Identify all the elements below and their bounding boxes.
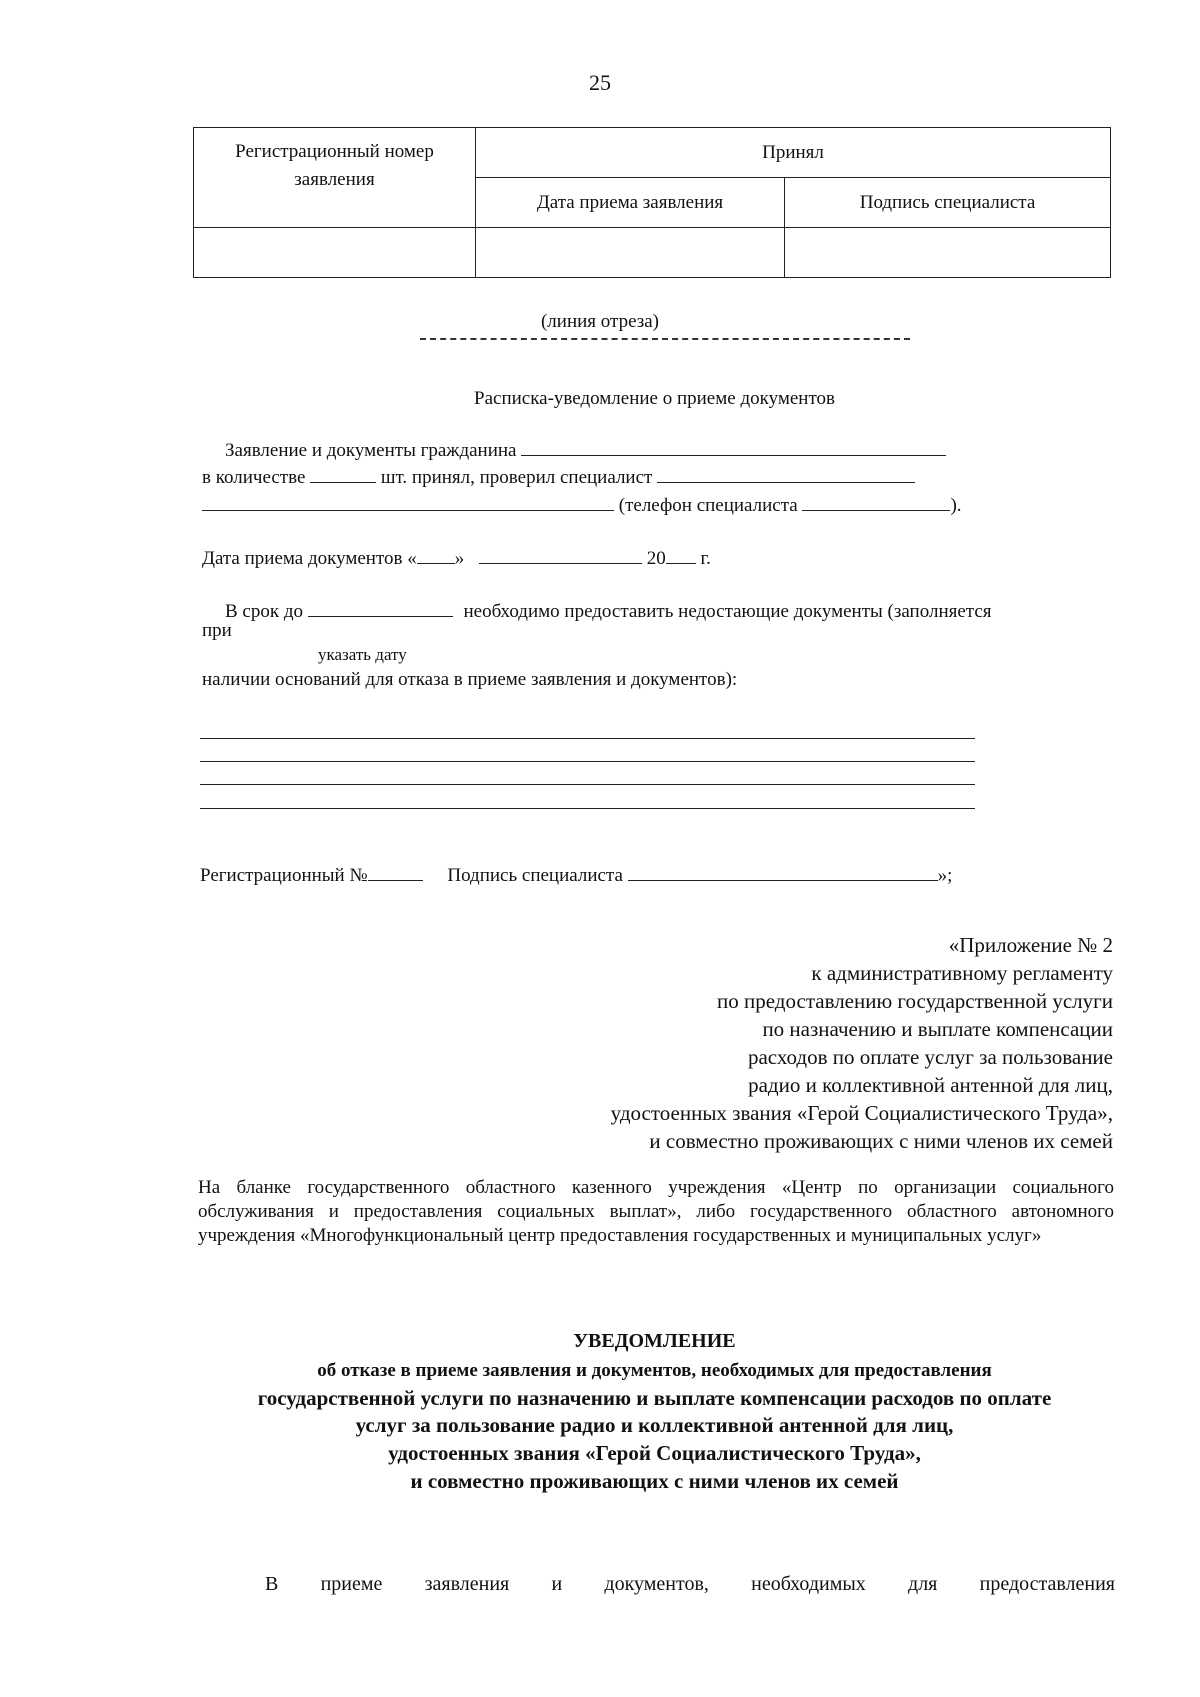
signature-field[interactable] bbox=[628, 862, 938, 881]
missing-docs-line-1[interactable] bbox=[200, 738, 975, 739]
deadline-line bbox=[225, 598, 992, 623]
deadline-hint: указать дату bbox=[318, 645, 407, 664]
notice-line: об отказе в приеме заявления и документов, необходимых для предоставления bbox=[317, 1360, 992, 1381]
signature-line bbox=[200, 862, 952, 887]
appendix-line: расходов по оплате услуг за пользование bbox=[747, 1045, 1113, 1069]
receipt-line-quantity bbox=[202, 464, 915, 489]
appendix-line: и совместно проживающих с ними членов их семей bbox=[649, 1129, 1113, 1153]
table-cell-specialist-signature[interactable] bbox=[785, 228, 1111, 278]
year-field[interactable] bbox=[666, 545, 696, 564]
receipt-title: Расписка-уведомление о приеме документов bbox=[474, 388, 835, 409]
table-header-accepted: Принял bbox=[476, 128, 1111, 178]
date-label: Дата приема документов « bbox=[202, 548, 417, 569]
notice-line: услуг за пользование радио и коллективной антенной для лиц, bbox=[355, 1413, 954, 1437]
citizen-name-field[interactable] bbox=[521, 437, 946, 456]
appendix-line: по предоставлению государственной услуги bbox=[717, 989, 1113, 1013]
phone-close: ). bbox=[950, 495, 962, 516]
date-quote-close: » bbox=[454, 548, 465, 569]
page-number: 25 bbox=[589, 70, 611, 95]
deadline-reason: наличии оснований для отказа в приеме заявления и документов): bbox=[202, 669, 738, 690]
table-header-receipt-date: Дата приема заявления bbox=[476, 178, 785, 228]
appendix-block bbox=[611, 931, 1113, 1155]
signature-label: Подпись специалиста bbox=[447, 865, 623, 886]
receipt-line-phone bbox=[202, 492, 962, 517]
deadline-text: необходимо предоставить недостающие документы (заполняется bbox=[463, 601, 992, 622]
checked-by-label: шт. принял, проверил специалист bbox=[380, 467, 653, 488]
notice-line: государственной услуги по назначению и выплате компенсации расходов по оплате bbox=[257, 1386, 1052, 1410]
notice-line: удостоенных звания «Герой Социалистического Труда», bbox=[388, 1441, 921, 1465]
specialist-name-field[interactable] bbox=[657, 464, 915, 483]
missing-docs-line-2[interactable] bbox=[200, 761, 975, 762]
cut-line bbox=[420, 338, 910, 340]
appendix-line: к административному регламенту bbox=[811, 961, 1113, 985]
cut-line-label: (линия отреза) bbox=[540, 311, 660, 332]
letterhead-note: На бланке государственного областного казенного учреждения «Центр по организации социального обслуживания и предоставления социальных выплат», либо государственного областного автономного учреждения «Многофункциональный центр предоставления государственных и муниципальных услуг» bbox=[198, 1177, 1114, 1246]
table-header-registration-number: Регистрационный номер заявления bbox=[194, 128, 476, 228]
table-cell-registration-number[interactable] bbox=[194, 228, 476, 278]
receipt-date-line bbox=[202, 545, 711, 570]
receipt-line-citizen bbox=[225, 437, 946, 462]
specialist-name-field-cont[interactable] bbox=[202, 492, 614, 511]
reg-no-field[interactable] bbox=[368, 862, 423, 881]
signature-end: »; bbox=[937, 865, 953, 886]
month-field[interactable] bbox=[479, 545, 642, 564]
appendix-line: удостоенных звания «Герой Социалистического Труда», bbox=[610, 1101, 1113, 1125]
table-header-specialist-signature: Подпись специалиста bbox=[785, 178, 1111, 228]
body-text-start: В приеме заявления и документов, необходимых для предоставления bbox=[265, 1573, 1115, 1595]
year-prefix: 20 bbox=[646, 548, 666, 569]
specialist-phone-field[interactable] bbox=[802, 492, 950, 511]
day-field[interactable] bbox=[417, 545, 455, 564]
notice-line: и совместно проживающих с ними членов их семей bbox=[410, 1469, 899, 1493]
deadline-label: В срок до bbox=[225, 601, 304, 622]
missing-docs-line-4[interactable] bbox=[200, 808, 975, 809]
deadline-date-field[interactable] bbox=[308, 598, 453, 617]
reg-no-label: Регистрационный № bbox=[200, 865, 368, 886]
appendix-line: по назначению и выплате компенсации bbox=[762, 1017, 1113, 1041]
citizen-label: Заявление и документы гражданина bbox=[225, 440, 517, 461]
deadline-continued: при bbox=[202, 620, 232, 641]
quantity-field[interactable] bbox=[310, 464, 376, 483]
notice-heading: УВЕДОМЛЕНИЕ bbox=[573, 1330, 736, 1352]
phone-label: (телефон специалиста bbox=[618, 495, 798, 516]
registration-table bbox=[193, 127, 1111, 278]
appendix-line: радио и коллективной антенной для лиц, bbox=[748, 1073, 1113, 1097]
missing-docs-line-3[interactable] bbox=[200, 784, 975, 785]
quantity-label: в количестве bbox=[202, 467, 306, 488]
table-cell-receipt-date[interactable] bbox=[476, 228, 785, 278]
appendix-line: «Приложение № 2 bbox=[948, 933, 1113, 957]
year-suffix: г. bbox=[700, 548, 711, 569]
